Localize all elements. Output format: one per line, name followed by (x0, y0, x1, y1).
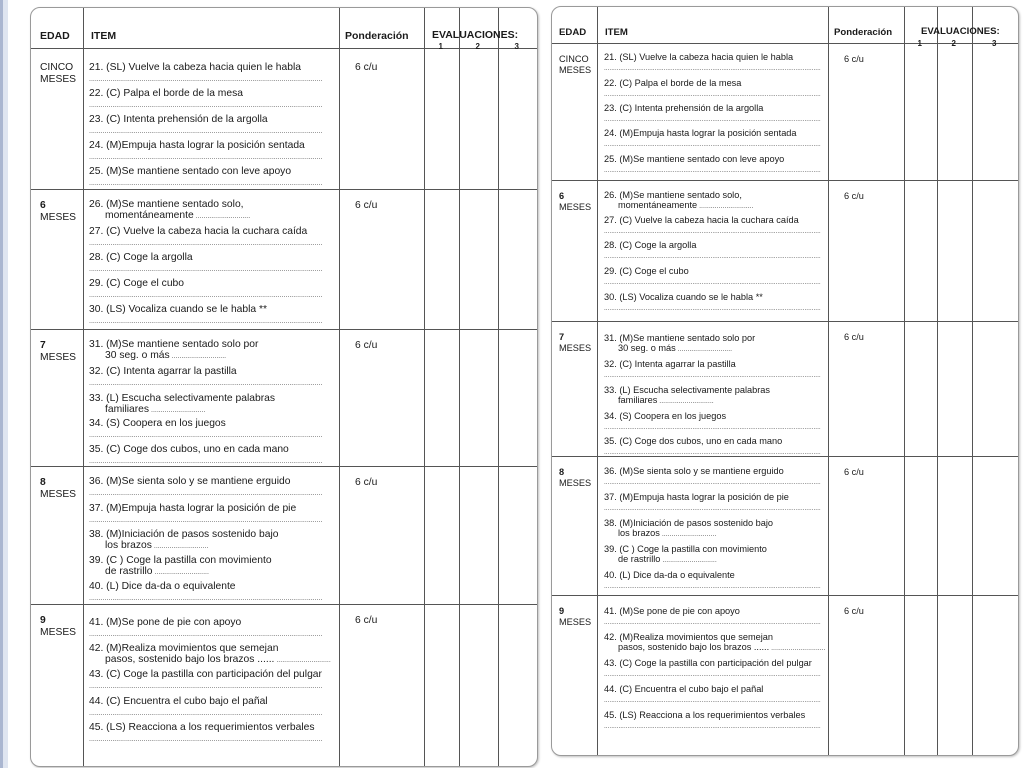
item-text: 24. (M)Empuja hasta lograr la posición sentada (89, 140, 305, 151)
age-unit: MESES (559, 201, 592, 212)
answer-line: ........................................................................................................................ (89, 75, 323, 83)
item-text: 23. (C) Intenta prehensión de la argolla (604, 103, 764, 113)
item-text: 29. (C) Coge el cubo (89, 278, 185, 289)
column-divider (828, 7, 829, 755)
item-row (89, 199, 250, 221)
item-text-continuation: de rastrillo ............................ (618, 554, 717, 564)
answer-line: ........................................................................................................................ (89, 594, 323, 602)
age-unit: MESES (559, 64, 592, 75)
item-text: 41. (M)Se pone de pie con apoyo (89, 617, 242, 628)
answer-line: ........................................................................................................................ (604, 252, 821, 260)
item-text-continuation: 30 seg. o más ............................ (105, 350, 227, 361)
item-row (604, 333, 755, 353)
age-unit: MESES (559, 477, 592, 488)
item-text: 34. (S) Coopera en los juegos (89, 418, 226, 429)
item-text: 38. (M)Iniciación de pasos sostenido bajo (604, 518, 774, 528)
column-divider (597, 7, 598, 755)
age-value: CINCO (40, 62, 74, 73)
answer-line: ........................................................................................................................ (89, 179, 323, 187)
answer-line: ........................................................................................................................ (89, 291, 323, 299)
item-text: 24. (M)Empuja hasta lograr la posición sentada (604, 128, 797, 138)
column-divider (339, 8, 340, 766)
item-text: 30. (LS) Vocaliza cuando se le habla ** (89, 304, 268, 315)
item-text: 27. (C) Vuelve la cabeza hacia la cuchara caída (89, 226, 308, 237)
eval-column-3: 3 (992, 39, 997, 48)
header-item: ITEM (605, 27, 628, 38)
item-text-continuation: pasos, sostenido bajo los brazos ...... ............................ (105, 654, 331, 665)
ponderacion-value: 6 c/u (844, 467, 864, 477)
answer-line: ........................................................................................................................ (89, 317, 323, 325)
group-divider (31, 189, 537, 190)
item-row (89, 304, 267, 315)
item-text: 36. (M)Se sienta solo y se mantiene erguido (604, 466, 784, 476)
item-text: 31. (M)Se mantiene sentado solo por (604, 333, 756, 343)
item-row (604, 154, 784, 164)
answer-line: ........................................................................................................................ (604, 140, 821, 148)
item-text: 32. (C) Intenta agarrar la pastilla (604, 359, 736, 369)
header-item: ITEM (91, 30, 117, 42)
age-unit: MESES (559, 342, 592, 353)
item-text: 38. (M)Iniciación de pasos sostenido bajo (89, 529, 279, 540)
item-row (604, 710, 805, 720)
answer-line: ............................ (152, 569, 209, 576)
item-row (89, 418, 226, 429)
column-divider (498, 8, 499, 766)
item-text-continuation: familiares ............................ (618, 395, 714, 405)
item-text: 26. (M)Se mantiene sentado solo, (604, 190, 742, 200)
slide-left-border (0, 0, 16, 768)
ponderacion-value: 6 c/u (355, 200, 378, 211)
answer-line: ........................................................................................................................ (604, 670, 821, 678)
item-text-continuation: 30 seg. o más ............................ (618, 343, 733, 353)
item-text: 30. (LS) Vocaliza cuando se le habla ** (604, 292, 763, 302)
eval-column-1: 1 (917, 39, 922, 48)
item-text: 45. (LS) Reacciona a los requerimientos verbales (89, 722, 315, 733)
age-label (559, 332, 591, 353)
item-text: 29. (C) Coge el cubo (604, 266, 689, 276)
item-text: 26. (M)Se mantiene sentado solo, (89, 199, 244, 210)
answer-line: ........................................................................................................................ (89, 101, 323, 109)
item-row (89, 476, 290, 487)
answer-line: ........................................................................................................................ (89, 630, 323, 638)
item-row (89, 339, 258, 361)
answer-line: ........................................................................................................................ (604, 278, 821, 286)
item-text: 37. (M)Empuja hasta lograr la posición de pie (89, 503, 297, 514)
item-text: 25. (M)Se mantiene sentado con leve apoyo (89, 166, 292, 177)
answer-line: ............................ (659, 531, 717, 538)
age-value: 7 (40, 340, 46, 351)
item-row (604, 684, 763, 694)
answer-line: ........................................................................................................................ (89, 431, 323, 439)
header-ponderacion: Ponderación (345, 30, 409, 42)
item-row (89, 503, 296, 514)
age-label (40, 62, 76, 86)
item-row (89, 393, 275, 415)
age-label (40, 615, 76, 639)
item-row (604, 544, 767, 564)
answer-line: ........................................................................................................................ (604, 582, 821, 590)
item-row (89, 722, 315, 733)
age-label (40, 477, 76, 501)
group-divider (552, 595, 1018, 596)
answer-line: ............................ (697, 203, 754, 210)
answer-line: ........................................................................................................................ (604, 423, 821, 431)
item-text: 44. (C) Encuentra el cubo bajo el pañal (89, 696, 268, 707)
item-text: 41. (M)Se pone de pie con apoyo (604, 606, 740, 616)
answer-line: ........................................................................................................................ (604, 371, 821, 379)
answer-line: ........................................................................................................................ (604, 227, 821, 235)
ponderacion-value: 6 c/u (355, 477, 378, 488)
item-text: 33. (L) Escucha selectivamente palabras (604, 385, 770, 395)
age-label (40, 340, 76, 364)
item-row (89, 278, 184, 289)
item-text: 32. (C) Intenta agarrar la pastilla (89, 366, 237, 377)
age-value: 8 (559, 467, 565, 477)
age-unit: MESES (40, 211, 77, 223)
answer-line: ............................ (274, 657, 331, 664)
eval-column-1: 1 (438, 42, 443, 51)
group-divider (552, 321, 1018, 322)
item-row (604, 215, 799, 225)
item-row (89, 366, 237, 377)
age-value: 6 (40, 200, 46, 211)
item-row (604, 411, 726, 421)
item-row (89, 555, 272, 577)
item-text: 39. (C ) Coge la pastilla con movimiento (89, 555, 272, 566)
item-row (604, 52, 793, 62)
answer-line: ........................................................................................................................ (604, 448, 821, 456)
item-text: 28. (C) Coge la argolla (89, 252, 193, 263)
answer-line: ........................................................................................................................ (604, 304, 821, 312)
item-text: 39. (C ) Coge la pastilla con movimiento (604, 544, 767, 554)
age-value: 6 (559, 191, 565, 201)
answer-line: ............................ (675, 346, 733, 353)
ponderacion-value: 6 c/u (844, 54, 864, 64)
answer-line: ........................................................................................................................ (604, 696, 821, 704)
answer-line: ............................ (151, 543, 209, 550)
item-text: 44. (C) Encuentra el cubo bajo el pañal (604, 684, 764, 694)
answer-line: ............................ (657, 398, 714, 405)
item-text: 42. (M)Realiza movimientos que semejan (604, 632, 774, 642)
age-label (559, 606, 591, 627)
answer-line: ........................................................................................................................ (89, 379, 323, 387)
answer-line: ........................................................................................................................ (604, 722, 821, 730)
item-row (604, 78, 741, 88)
item-row (604, 632, 826, 652)
item-row (604, 492, 789, 502)
age-unit: MESES (40, 488, 77, 500)
age-unit: MESES (559, 616, 592, 627)
item-row (604, 103, 763, 113)
item-row (604, 518, 773, 538)
item-text-continuation: momentáneamente ............................ (618, 200, 754, 210)
item-text-continuation: los brazos ............................ (618, 528, 717, 538)
header-divider (31, 48, 537, 49)
answer-line: ........................................................................................................................ (89, 709, 323, 717)
item-row (89, 696, 268, 707)
evaluation-sheet-left (30, 7, 538, 767)
item-row (89, 226, 307, 237)
age-unit: MESES (40, 351, 77, 363)
item-text: 37. (M)Empuja hasta lograr la posición de pie (604, 492, 789, 502)
item-row (89, 62, 301, 73)
item-text-continuation: de rastrillo ............................ (105, 566, 209, 577)
item-text: 21. (SL) Vuelve la cabeza hacia quien le habla (89, 62, 301, 73)
ponderacion-value: 6 c/u (355, 340, 378, 351)
answer-line: ............................ (149, 407, 206, 414)
answer-line: ........................................................................................................................ (604, 504, 821, 512)
age-label (559, 191, 591, 212)
header-ponderacion: Ponderación (834, 27, 893, 38)
answer-line: ........................................................................................................................ (89, 516, 323, 524)
item-text-continuation: momentáneamente ............................ (105, 210, 251, 221)
answer-line: ........................................................................................................................ (89, 735, 323, 743)
ponderacion-value: 6 c/u (844, 191, 864, 201)
item-row (89, 444, 289, 455)
item-row (89, 88, 243, 99)
item-row (89, 252, 193, 263)
item-row (89, 643, 331, 665)
item-row (604, 606, 740, 616)
answer-line: ........................................................................................................................ (604, 618, 821, 626)
item-text: 42. (M)Realiza movimientos que semejan (89, 643, 279, 654)
age-value: 7 (559, 332, 565, 342)
item-text-continuation: familiares ............................ (105, 404, 206, 415)
column-divider (937, 7, 938, 755)
item-text: 28. (C) Coge la argolla (604, 240, 697, 250)
item-row (89, 166, 291, 177)
header-divider (552, 43, 1018, 44)
item-text: 31. (M)Se mantiene sentado solo por (89, 339, 259, 350)
item-text: 36. (M)Se sienta solo y se mantiene erguido (89, 476, 291, 487)
column-divider (904, 7, 905, 755)
header-edad: EDAD (40, 30, 70, 42)
answer-line: ........................................................................................................................ (604, 90, 821, 98)
evaluation-sheet-right (551, 6, 1019, 756)
item-text: 23. (C) Intenta prehensión de la argolla (89, 114, 268, 125)
item-row (604, 190, 754, 210)
item-text: 27. (C) Vuelve la cabeza hacia la cuchara caída (604, 215, 799, 225)
item-row (604, 466, 784, 476)
item-row (604, 240, 696, 250)
item-text: 43. (C) Coge la pastilla con participación del pulgar (89, 669, 322, 680)
group-divider (552, 180, 1018, 181)
item-text-continuation: los brazos ............................ (105, 540, 209, 551)
item-row (604, 292, 763, 302)
ponderacion-value: 6 c/u (355, 615, 378, 626)
answer-line: ........................................................................................................................ (604, 166, 821, 174)
ponderacion-value: 6 c/u (844, 332, 864, 342)
age-value: 9 (559, 606, 565, 616)
answer-line: ............................ (169, 353, 227, 360)
item-row (89, 581, 236, 592)
item-text: 45. (LS) Reacciona a los requerimientos verbales (604, 710, 806, 720)
item-row (89, 140, 305, 151)
item-text: 22. (C) Palpa el borde de la mesa (604, 78, 742, 88)
item-row (604, 570, 735, 580)
header-edad: EDAD (559, 27, 587, 38)
header-evaluaciones: EVALUACIONES: (432, 29, 519, 41)
answer-line: ............................ (193, 213, 251, 220)
item-row (604, 385, 770, 405)
answer-line: ........................................................................................................................ (89, 239, 323, 247)
age-value: 9 (40, 615, 46, 626)
item-row (604, 359, 736, 369)
item-text: 34. (S) Coopera en los juegos (604, 411, 727, 421)
item-text: 35. (C) Coge dos cubos, uno en cada mano (604, 436, 783, 446)
age-value: 8 (40, 477, 46, 488)
column-divider (83, 8, 84, 766)
answer-line: ............................ (660, 557, 717, 564)
age-unit: MESES (40, 73, 77, 85)
answer-line: ........................................................................................................................ (89, 489, 323, 497)
age-label (559, 54, 591, 75)
group-divider (31, 466, 537, 467)
column-divider (424, 8, 425, 766)
answer-line: ........................................................................................................................ (604, 478, 821, 486)
item-text-continuation: pasos, sostenido bajo los brazos ...... ............................ (618, 642, 826, 652)
item-row (604, 658, 812, 668)
answer-line: ........................................................................................................................ (89, 682, 323, 690)
answer-line: ........................................................................................................................ (89, 127, 323, 135)
answer-line: ........................................................................................................................ (604, 115, 821, 123)
ponderacion-value: 6 c/u (355, 62, 378, 73)
item-text: 33. (L) Escucha selectivamente palabras (89, 393, 276, 404)
item-row (604, 266, 689, 276)
group-divider (31, 604, 537, 605)
column-divider (459, 8, 460, 766)
age-label (559, 467, 591, 488)
item-text: 35. (C) Coge dos cubos, uno en cada mano (89, 444, 289, 455)
item-text: 25. (M)Se mantiene sentado con leve apoyo (604, 154, 785, 164)
ponderacion-value: 6 c/u (844, 606, 864, 616)
item-row (89, 529, 278, 551)
answer-line: ........................................................................................................................ (89, 457, 323, 465)
item-text: 40. (L) Dice da-da o equivalente (604, 570, 735, 580)
item-row (89, 669, 322, 680)
answer-line: ........................................................................................................................ (89, 153, 323, 161)
age-label (40, 200, 76, 224)
item-text: 40. (L) Dice da-da o equivalente (89, 581, 236, 592)
answer-line: ........................................................................................................................ (89, 265, 323, 273)
item-row (604, 436, 782, 446)
eval-column-2: 2 (951, 39, 956, 48)
item-row (89, 617, 241, 628)
group-divider (31, 329, 537, 330)
age-value: CINCO (559, 54, 589, 64)
item-row (89, 114, 268, 125)
age-unit: MESES (40, 626, 77, 638)
eval-column-2: 2 (475, 42, 480, 51)
header-evaluaciones: EVALUACIONES: (921, 26, 1000, 37)
item-text: 21. (SL) Vuelve la cabeza hacia quien le habla (604, 52, 794, 62)
eval-column-3: 3 (514, 42, 519, 51)
answer-line: ........................................................................................................................ (604, 64, 821, 72)
item-text: 22. (C) Palpa el borde de la mesa (89, 88, 243, 99)
column-divider (972, 7, 973, 755)
item-text: 43. (C) Coge la pastilla con participación del pulgar (604, 658, 812, 668)
answer-line: ............................ (769, 645, 826, 652)
item-row (604, 128, 797, 138)
